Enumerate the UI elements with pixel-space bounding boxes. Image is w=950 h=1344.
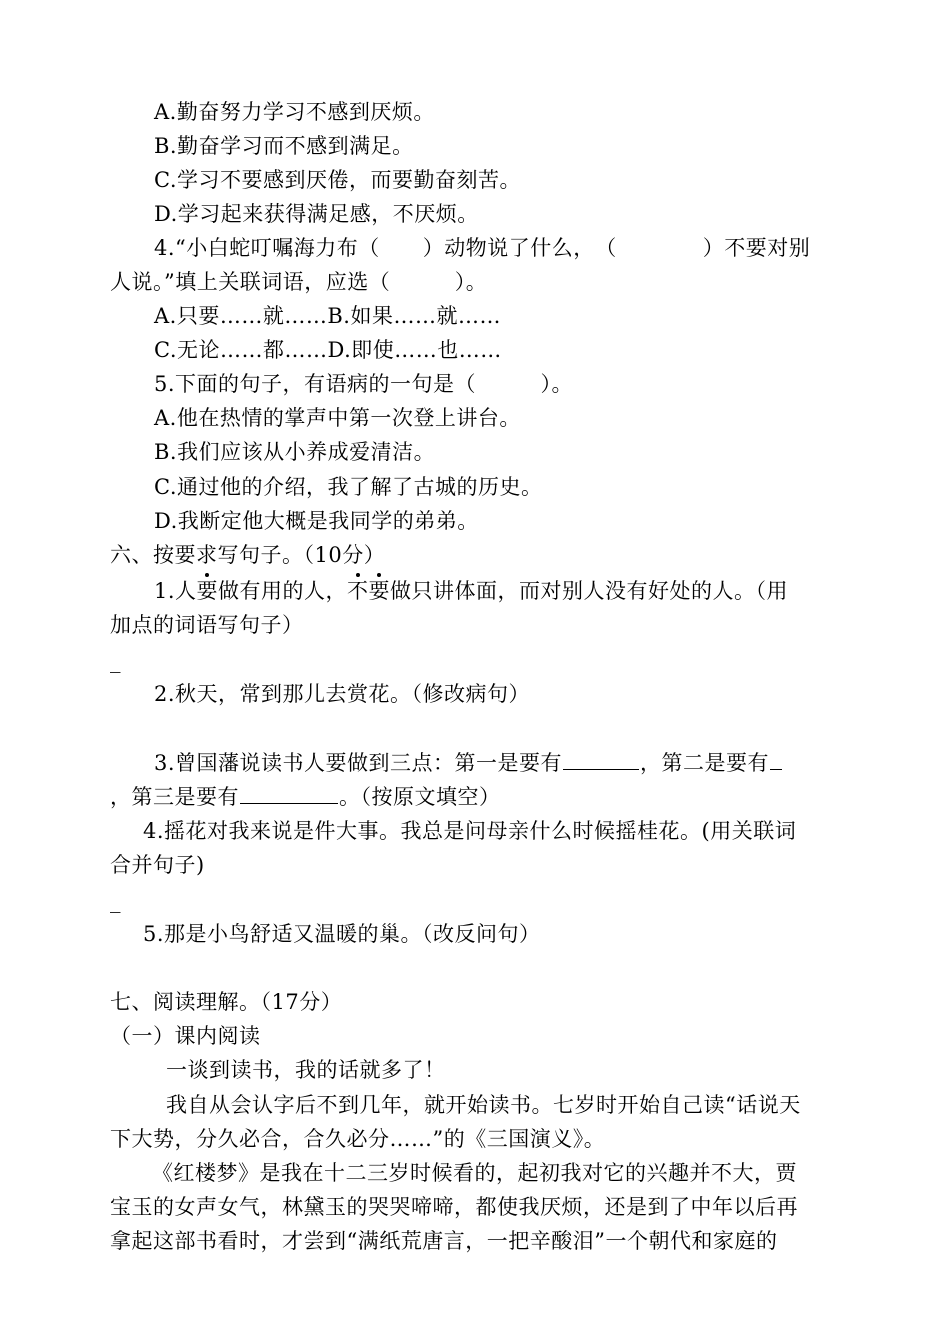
q3-option-d: D.学习起来获得满足感，不厌烦。 <box>154 202 479 226</box>
s6-q2: 2.秋天，常到那儿去赏花。（修改病句） <box>154 682 531 706</box>
s6-q1-text-post: 做只讲体面，而对别人没有好处的人。（用 <box>390 579 789 603</box>
section6-heading: 六、按要求写句子。（10分） <box>110 543 386 567</box>
s6-q3-part1: 3.曾国藩说读书人要做到三点：第一是要有 <box>154 751 563 775</box>
s6-q1-answer-line[interactable]: _ <box>110 649 121 673</box>
s6-q4-line2: 合并句子) <box>110 853 205 877</box>
section7-subheading: （一）课内阅读 <box>110 1024 261 1048</box>
s6-q1-text-mid: 做有用的人， <box>218 579 348 603</box>
q5-option-c: C.通过他的介绍，我了解了古城的历史。 <box>154 475 543 499</box>
q4-stem-line1: 4.“小白蛇叮嘱海力布（ ）动物说了什么， （ ）不要对别 <box>154 236 811 260</box>
s6-q1-text-pre: 1.人 <box>154 579 197 603</box>
s6-q3-line2 <box>110 782 501 812</box>
emphasis-dot-word: 要 <box>197 576 219 606</box>
s6-q1-line2: 加点的词语写句子） <box>110 613 304 637</box>
q3-option-a: A.勤奋努力学习不感到厌烦。 <box>154 100 435 124</box>
reading-paragraph-2-line1: 我自从会认字后不到几年，就开始读书。七岁时开始自己读“话说天 <box>166 1093 801 1117</box>
q5-option-b: B.我们应该从小养成爱清洁。 <box>154 440 436 464</box>
s6-q1-line1 <box>154 576 788 606</box>
reading-paragraph-2-line2: 下大势，分久必合，合久必分……”的《三国演义》。 <box>110 1127 606 1151</box>
reading-paragraph-1: 一谈到读书，我的话就多了！ <box>166 1058 446 1082</box>
blank-field[interactable] <box>563 749 639 770</box>
section7-heading: 七、阅读理解。（17分） <box>110 990 343 1014</box>
q5-option-d: D.我断定他大概是我同学的弟弟。 <box>154 509 479 533</box>
q4-options-ab: A.只要……就……B.如果……就…… <box>154 304 501 328</box>
s6-q3-part2: ，第二是要有 <box>640 751 770 775</box>
blank-field[interactable] <box>240 783 338 804</box>
s6-q3-part4: 。（按原文填空） <box>339 785 501 809</box>
q5-stem: 5.下面的句子，有语病的一句是（ ）。 <box>154 372 574 396</box>
s6-q4-answer-line[interactable]: _ <box>110 889 121 913</box>
q4-options-cd: C.无论……都……D.即使……也…… <box>154 338 502 362</box>
s6-q4-line1: 4.摇花对我来说是件大事。我总是问母亲什么时候摇桂花。(用关联词 <box>143 819 797 843</box>
reading-paragraph-3-line1: 《红楼梦》是我在十二三岁时候看的，起初我对它的兴趣并不大，贾 <box>152 1161 797 1185</box>
q3-option-c: C.学习不要感到厌倦，而要勤奋刻苦。 <box>154 168 521 192</box>
emphasis-dot-word: 不 <box>347 576 369 606</box>
q3-option-b: B.勤奋学习而不感到满足。 <box>154 134 414 158</box>
reading-paragraph-3-line2: 宝玉的女声女气，林黛玉的哭哭啼啼，都使我厌烦，还是到了中年以后再 <box>110 1195 798 1219</box>
reading-paragraph-3-line3: 拿起这部书看时，才尝到“满纸荒唐言，一把辛酸泪”一个朝代和家庭的 <box>110 1229 778 1253</box>
blank-field[interactable] <box>770 749 782 770</box>
emphasis-dot-word: 要 <box>369 576 391 606</box>
s6-q3-part3: ，第三是要有 <box>110 785 239 809</box>
s6-q3-line1 <box>154 748 783 778</box>
s6-q5: 5.那是小鸟舒适又温暖的巢。（改反问句） <box>143 922 541 946</box>
q5-option-a: A.他在热情的掌声中第一次登上讲台。 <box>154 406 521 430</box>
q4-stem-line2: 人说。”填上关联词语，应选（ ）。 <box>110 270 488 294</box>
